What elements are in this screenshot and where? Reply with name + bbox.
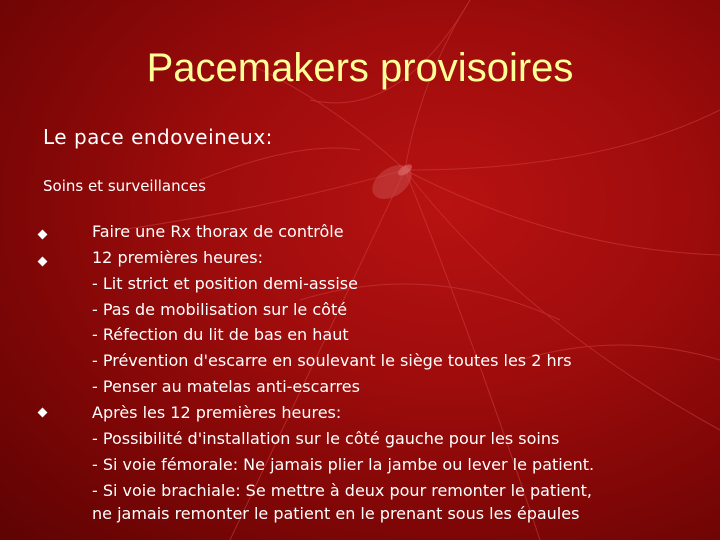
content-line: - Si voie fémorale: Ne jamais plier la jambe ou lever le patient. [92, 455, 595, 474]
content-line: - Si voie brachiale: Se mettre à deux pour remonter le patient, [92, 481, 592, 500]
content-line: Après les 12 premières heures: [92, 403, 342, 422]
content-line: 12 premières heures: [92, 248, 263, 267]
slide-title: Pacemakers provisoires [146, 46, 574, 90]
content-line: Faire une Rx thorax de contrôle [92, 222, 344, 241]
content-line: - Lit strict et position demi-assise [92, 274, 358, 293]
content-line: - Prévention d'escarre en soulevant le siège toutes les 2 hrs [92, 351, 572, 370]
content-line: - Réfection du lit de bas en haut [92, 325, 349, 344]
content-line: - Penser au matelas anti-escarres [92, 377, 360, 396]
content-line: ne jamais remonter le patient en le prenant sous les épaules [92, 504, 580, 523]
slide-subtitle: Le pace endoveineux: [43, 125, 273, 149]
content-line: - Possibilité d'installation sur le côté gauche pour les soins [92, 429, 560, 448]
section-heading: Soins et surveillances [43, 177, 206, 195]
content-line: - Pas de mobilisation sur le côté [92, 300, 348, 319]
